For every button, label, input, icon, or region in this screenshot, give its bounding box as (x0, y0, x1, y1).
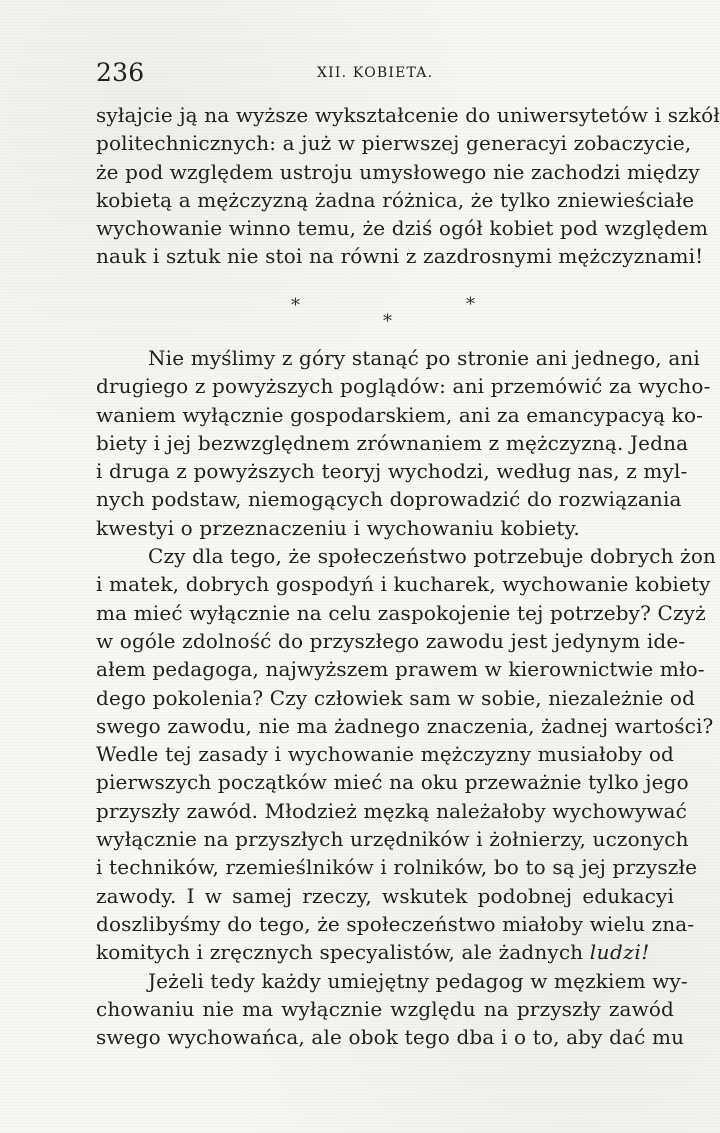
section-separator (0, 287, 720, 332)
asterisk-ornament: * (291, 295, 300, 316)
main-text (96, 344, 717, 1051)
page-header (96, 58, 672, 88)
text-line: przyszły zawód. Młodzież męzką należałoby wychowywać (96, 798, 687, 823)
text-line: Czy dla tego, że społeczeństwo potrzebuje dobrych żon (148, 544, 717, 569)
text-line: waniem wyłącznie gospodarskiem, ani za emancypacyą ko- (96, 402, 704, 427)
text-line: dego pokolenia? Czy człowiek sam w sobie, niezależnie od (96, 685, 696, 710)
text-line: ma mieć wyłącznie na celu zaspokojenie tej potrzeby? Czyż (96, 600, 706, 625)
text-line: politechnicznych: a już w pierwszej generacyi zobaczycie, (96, 131, 692, 156)
text-line: zawody. I w samej rzeczy, wskutek podobnej edukacyi (96, 883, 674, 908)
text-line: kwestyi o przeznaczeniu i wychowaniu kobiety. (96, 515, 580, 540)
text-line: biety i jej bezwzględnem zrównaniem z mężczyzną. Jedna (96, 430, 689, 455)
text-line: swego wychowańca, ale obok tego dba i o to, aby dać mu (96, 1025, 685, 1050)
text-line: Wedle tej zasady i wychowanie mężczyzny musiałoby od (96, 742, 674, 767)
text-line: wychowanie winno temu, że dziś ogół kobiet pod względem (96, 216, 709, 241)
text-line: chowaniu nie ma wyłącznie względu na przyszły zawód (96, 996, 674, 1021)
text-line: kobietą a mężczyzną żadna różnica, że tylko zniewieściałe (96, 187, 695, 212)
text-line: nauk i sztuk nie stoi na równi z zazdrosnymi mężczyznami! (96, 244, 704, 269)
text-line: ałem pedagoga, najwyższem prawem w kierownictwie mło- (96, 657, 705, 682)
text-line-with-emphasis (96, 938, 674, 966)
text-line: nych podstaw, niemogących doprowadzić do rozwiązania (96, 487, 682, 512)
asterisk-ornament: * (466, 294, 475, 315)
text-line: i matek, dobrych gospodyń i kucharek, wychowanie kobiety (96, 572, 711, 597)
paragraph-continuation (96, 101, 720, 271)
text-line: i druga z powyższych teoryj wychodzi, według nas, z myl- (96, 459, 688, 484)
text-line: Nie myślimy z góry stanąć po stronie ani jednego, ani (148, 346, 700, 370)
text-line-part: komitych i zręcznych specyalistów, ale żadnych (96, 940, 584, 965)
text-line: w ogóle zdolność do przyszłego zawodu jest jedynym ide- (96, 628, 686, 653)
running-title: XII. KOBIETA. (317, 65, 434, 81)
text-line: że pod względem ustroju umysłowego nie zachodzi między (96, 159, 700, 184)
text-line: i techników, rzemieślników i rolników, bo to są jej przyszłe (96, 855, 698, 880)
text-line: Jeżeli tedy każdy umiejętny pedagog w męzkiem wy- (148, 968, 688, 993)
text-line: doszlibyśmy do tego, że społeczeństwo miałoby wielu zna- (96, 911, 695, 936)
text-line: pierwszych początków mieć na oku przeważnie tylko jego (96, 770, 689, 795)
text-line: drugiego z powyższych poglądów: ani przemówić za wycho- (96, 374, 711, 399)
asterisk-ornament: * (383, 311, 392, 332)
text-line: swego zawodu, nie ma żadnego znaczenia, żadnej wartości? (96, 713, 714, 738)
emphasized-word: ludzi! (589, 940, 650, 965)
page-number: 236 (96, 58, 145, 87)
text-line: syłajcie ją na wyższe wykształcenie do uniwersytetów i szkół (96, 103, 720, 127)
text-line: wyłącznie na przyszłych urzędników i żołnierzy, uczonych (96, 827, 689, 852)
